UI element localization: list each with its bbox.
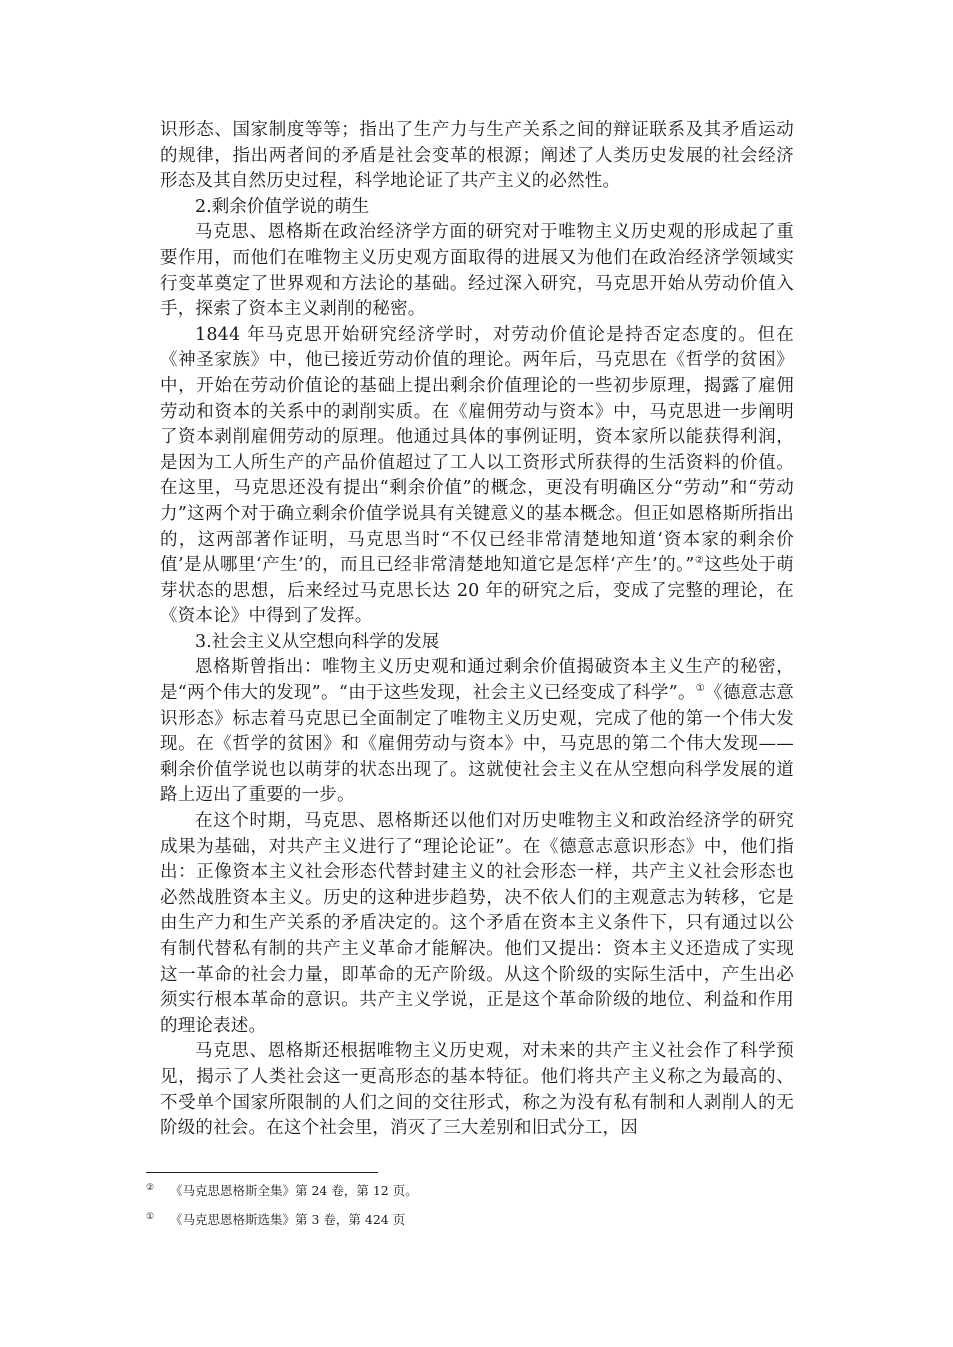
footnote-mark: ② [146,1183,155,1193]
section-heading-2: 2.剩余价值学说的萌生 [195,196,370,217]
footnote-item [146,1212,786,1228]
paragraph-text: 恩格斯曾指出：唯物主义历史观和通过剩余价值揭破资本主义生产的秘密，是“两个伟大的发现”。“由于这些发现，社会主义已经变成了科学”。 [160,657,794,704]
footnotes [146,1183,786,1241]
paragraph-text: 《德意志意识形态》标志着马克思已全面制定了唯物主义历史观，完成了他的第一个伟大发现。在《哲学的贫困》和《雇佣劳动与资本》中，马克思的第二个伟大发现——剩余价值学说也以萌芽的状态出现了。这就使社会主义在从空想向科学发展的道路上迈出了重要的一步。 [160,683,794,806]
paragraph-text: 1844 年马克思开始研究经济学时，对劳动价值论是持否定态度的。但在《神圣家族》中，他已接近劳动价值的理论。两年后，马克思在《哲学的贫困》中，开始在劳动价值论的基础上提出剩余价值理论的一些初步原理，揭露了雇佣劳动和资本的关系中的剥削实质。在《雇佣劳动与资本》中，马克思进一步阐明了资本剥削雇佣劳动的原理。他通过具体的事例证明，资本家所以能获得利润，是因为工人所生产的产品价值超过了工人以工资形式所获得的生活资料的价值。在这里，马克思还没有提出“剩余价值”的概念，更没有明确区分“劳动”和“劳动力”这两个对于确立剩余价值学说具有关键意义的基本概念。但正如恩格斯所指出的，这两部著作证明，马克思当时“不仅已经非常清楚地知道‘资本家的剩余价值’是从哪里‘产生’的，而且已经非常清楚地知道它是怎样‘产生’的。” [160,324,794,576]
footnote-mark: ① [146,1212,155,1222]
paragraph-two-discoveries [160,655,794,809]
section-heading-3: 3.社会主义从空想向科学的发展 [195,631,440,652]
footnote-text: 《马克思恩格斯选集》第 3 卷，第 424 页 [170,1212,406,1227]
paragraph-surplus-value-intro: 马克思、恩格斯在政治经济学方面的研究对于唯物主义历史观的形成起了重要作用，而他们在唯物主义历史观方面取得的进展又为他们在政治经济学领域实行变革奠定了世界观和方法论的基础。经过深入研究，马克思开始从劳动价值入手，探索了资本主义剥削的秘密。 [160,222,794,320]
page-body [160,118,794,1142]
paragraph-1844-research [160,323,794,630]
footnote-item [146,1183,786,1199]
footnote-ref-2[interactable]: ② [694,555,705,567]
footnote-divider [146,1172,378,1173]
paragraph-continuation: 识形态、国家制度等等；指出了生产力与生产关系之间的辩证联系及其矛盾运动的规律，指出两者间的矛盾是社会变革的根源；阐述了人类历史发展的社会经济形态及其自然历史过程，科学地论证了共产主义的必然性。 [160,120,794,192]
paragraph-future-society: 马克思、恩格斯还根据唯物主义历史观，对未来的共产主义社会作了科学预见，揭示了人类社会这一更高形态的基本特征。他们将共产主义称之为最高的、不受单个国家所限制的人们之间的交往形式，称之为没有私有制和人剥削人的无阶级的社会。在这个社会里，消灭了三大差别和旧式分工，因 [160,1041,794,1139]
paragraph-text: 这些处于萌芽状态的思想，后来经过马克思长达 20 年的研究之后，变成了完整的理论，在《资本论》中得到了发挥。 [160,555,795,627]
footnote-ref-1[interactable]: ① [695,683,706,695]
paragraph-theoretical-argument: 在这个时期，马克思、恩格斯还以他们对历史唯物主义和政治经济学的研究成果为基础，对共产主义进行了“理论论证”。在《德意志意识形态》中，他们指出：正像资本主义社会形态代替封建主义的社会形态一样，共产主义社会形态也必然战胜资本主义。历史的这种进步趋势，决不依人们的主观意志为转移，它是由生产力和生产关系的矛盾决定的。这个矛盾在资本主义条件下，只有通过以公有制代替私有制的共产主义革命才能解决。他们又提出：资本主义还造成了实现这一革命的社会力量，即革命的无产阶级。从这个阶级的实际生活中，产生出必须实行根本革命的意识。共产主义学说，正是这个革命阶级的地位、利益和作用的理论表述。 [160,811,794,1036]
footnote-text: 《马克思恩格斯全集》第 24 卷，第 12 页。 [170,1183,418,1198]
